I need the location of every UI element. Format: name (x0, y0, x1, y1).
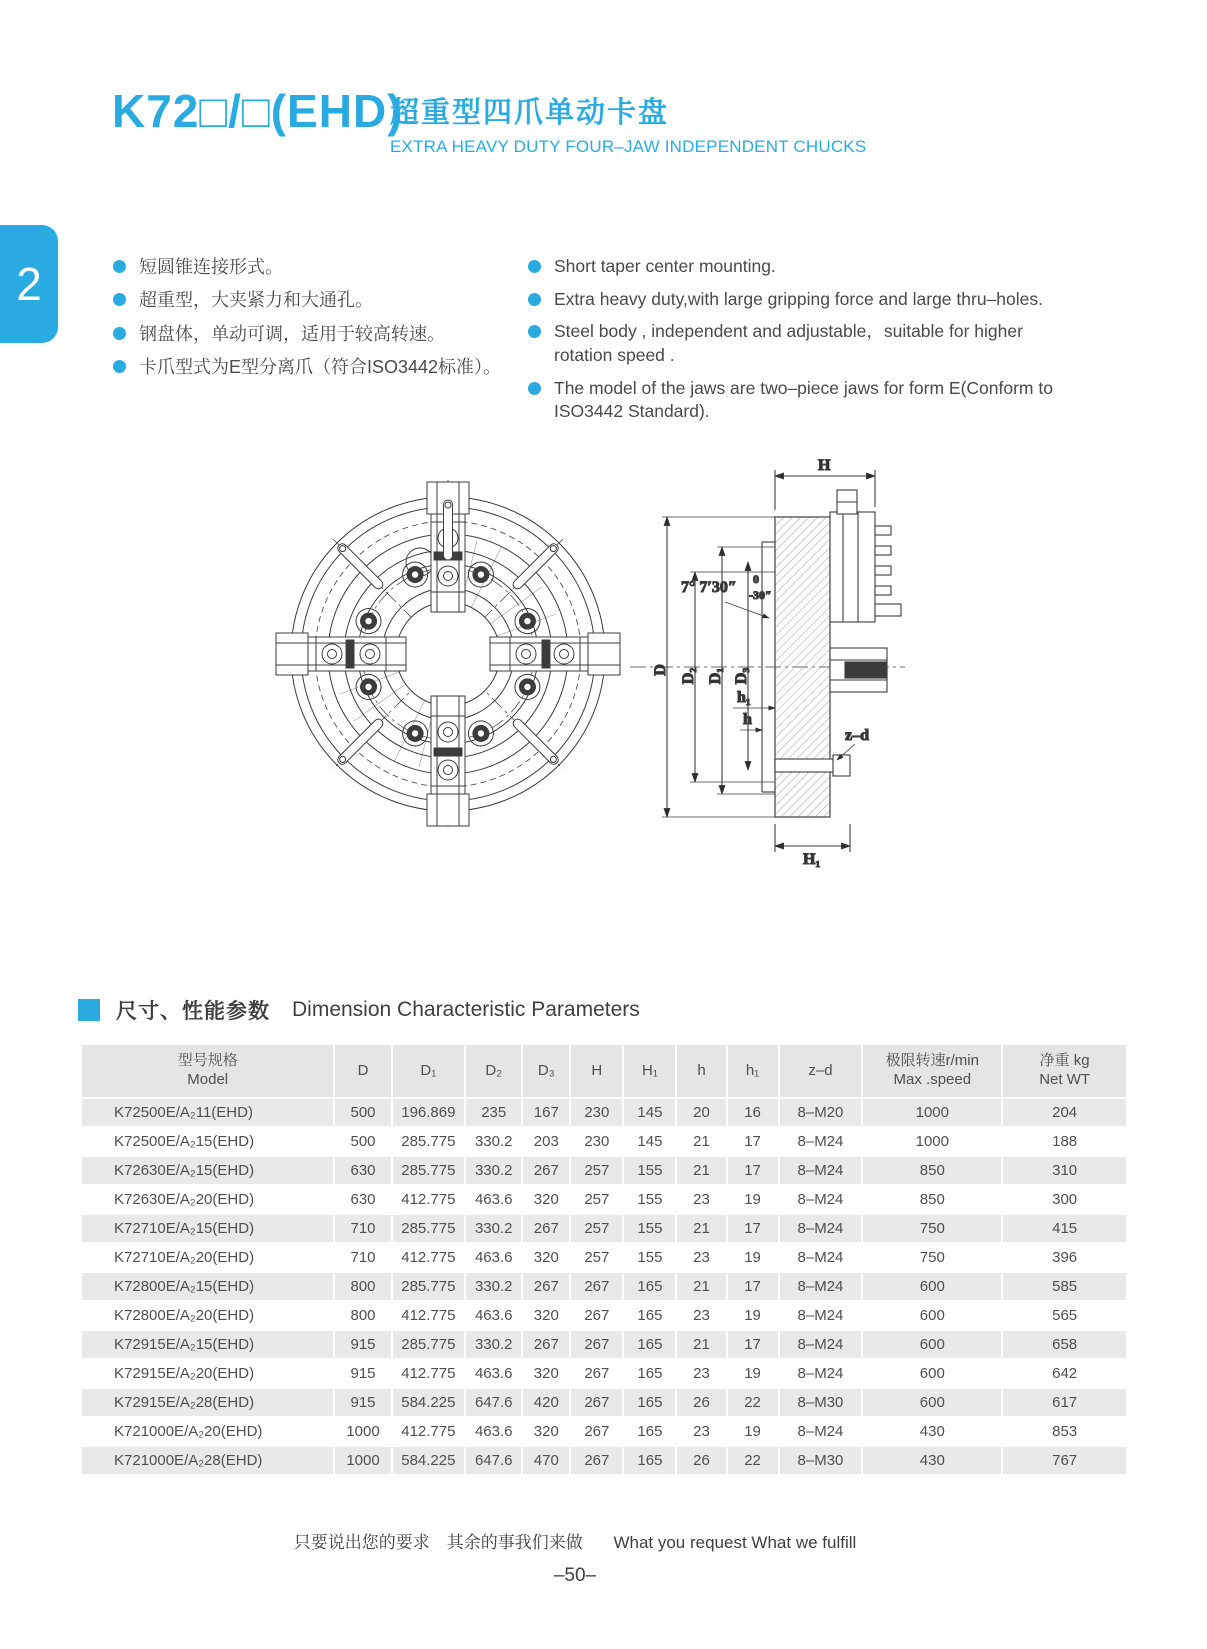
value-cell: 23 (693, 1249, 710, 1266)
value-cell: 267 (571, 1331, 622, 1358)
value-cell: 257 (571, 1157, 622, 1184)
value-cell: 8–M24 (797, 1133, 844, 1150)
footer-slogan-chinese: 只要说出您的要求 其余的事我们来做 (293, 1533, 583, 1552)
technical-drawing (85, 452, 945, 887)
value-cell: 584.225 (393, 1389, 465, 1416)
section-heading (78, 995, 640, 1025)
value-cell: 330.2 (466, 1157, 521, 1184)
value-cell: 320 (533, 1191, 559, 1208)
table-row (82, 1128, 1126, 1155)
table-row (82, 1215, 1126, 1242)
value-cell: 1000 (915, 1133, 949, 1150)
angle-tolerance-upper: 0 (753, 572, 759, 586)
value-cell: 8–M24 (780, 1215, 862, 1242)
value-cell: 17 (728, 1215, 778, 1242)
table-row (82, 1186, 1126, 1213)
value-cell: 267 (571, 1447, 622, 1474)
value-cell: 22 (728, 1389, 778, 1416)
value-cell: 420 (523, 1389, 569, 1416)
value-cell: 165 (624, 1389, 675, 1416)
value-cell: 285.775 (393, 1157, 465, 1184)
table-row (82, 1273, 1126, 1300)
column-header-model: 型号规格 Model (82, 1045, 333, 1097)
value-cell: 565 (1052, 1307, 1078, 1324)
value-cell: 617 (1003, 1389, 1126, 1416)
value-cell: 1000 (346, 1423, 380, 1440)
value-cell: 204 (1003, 1099, 1126, 1126)
value-cell: 23 (693, 1191, 710, 1208)
value-cell: 300 (1052, 1191, 1078, 1208)
value-cell: 915 (335, 1331, 390, 1358)
value-cell: 165 (624, 1331, 675, 1358)
value-cell: 17 (728, 1157, 778, 1184)
value-cell: 23 (693, 1307, 710, 1324)
value-cell: 155 (637, 1249, 663, 1266)
column-header-net-weight: 净重 kg Net WT (1003, 1045, 1126, 1097)
value-cell: 17 (744, 1133, 761, 1150)
value-cell: 630 (350, 1191, 376, 1208)
dim-label-D3: D₃ (733, 667, 750, 685)
value-cell: 750 (919, 1249, 945, 1266)
value-cell: 167 (523, 1099, 569, 1126)
value-cell: 196.869 (393, 1099, 465, 1126)
value-cell: 267 (523, 1331, 569, 1358)
value-cell: 285.775 (393, 1273, 465, 1300)
angle-label: 7° 7′30″ (681, 579, 737, 596)
value-cell: 750 (863, 1215, 1001, 1242)
model-cell: K72710E/A₂20(EHD) (114, 1249, 255, 1266)
value-cell: 267 (584, 1423, 610, 1440)
column-header-h: h (677, 1045, 725, 1097)
model-cell: K72710E/A₂15(EHD) (82, 1215, 333, 1242)
value-cell: 463.6 (474, 1191, 513, 1208)
value-cell: 915 (335, 1389, 390, 1416)
value-cell: 21 (677, 1331, 725, 1358)
value-cell: 8–M24 (797, 1423, 844, 1440)
value-cell: 647.6 (466, 1389, 521, 1416)
value-cell: 463.6 (474, 1423, 513, 1440)
value-cell: 767 (1003, 1447, 1126, 1474)
value-cell: 642 (1052, 1365, 1078, 1382)
value-cell: 20 (677, 1099, 725, 1126)
model-cell: K72800E/A₂20(EHD) (114, 1307, 255, 1324)
table-row (82, 1302, 1126, 1329)
value-cell: 267 (523, 1157, 569, 1184)
value-cell: 285.775 (393, 1215, 465, 1242)
table-row (82, 1389, 1126, 1416)
dim-label-D2: D₂ (680, 667, 697, 685)
value-cell: 710 (350, 1249, 376, 1266)
value-cell: 165 (637, 1423, 663, 1440)
chapter-tab (0, 225, 58, 343)
value-cell: 165 (637, 1307, 663, 1324)
value-cell: 8–M24 (797, 1365, 844, 1382)
value-cell: 463.6 (474, 1307, 513, 1324)
value-cell: 915 (350, 1365, 376, 1382)
value-cell: 850 (863, 1157, 1001, 1184)
value-cell: 19 (744, 1249, 761, 1266)
section-heading-chinese: 尺寸、性能参数 (116, 1000, 270, 1023)
value-cell: 310 (1003, 1157, 1126, 1184)
value-cell: 155 (624, 1215, 675, 1242)
model-cell: K721000E/A₂28(EHD) (82, 1447, 333, 1474)
model-cell: K72630E/A₂15(EHD) (82, 1157, 333, 1184)
model-cell: K72915E/A₂20(EHD) (114, 1365, 255, 1382)
value-cell: 853 (1052, 1423, 1078, 1440)
value-cell: 267 (523, 1215, 569, 1242)
value-cell: 267 (584, 1307, 610, 1324)
value-cell: 19 (744, 1307, 761, 1324)
value-cell: 412.775 (401, 1307, 456, 1324)
value-cell: 330.2 (474, 1133, 513, 1150)
feature-list-chinese (113, 255, 523, 388)
model-cell: K72630E/A₂20(EHD) (114, 1191, 255, 1208)
dim-label-H: H (818, 457, 831, 474)
dim-label-D1: D₁ (707, 667, 724, 685)
value-cell: 16 (728, 1099, 778, 1126)
value-cell: 19 (744, 1191, 761, 1208)
value-cell: 320 (533, 1365, 559, 1382)
value-cell: 8–M24 (780, 1157, 862, 1184)
value-cell: 23 (693, 1365, 710, 1382)
value-cell: 647.6 (466, 1447, 521, 1474)
table-row (82, 1099, 1126, 1126)
page-title-english: EXTRA HEAVY DUTY FOUR–JAW INDEPENDENT CHUCKS (390, 137, 867, 156)
value-cell: 267 (523, 1273, 569, 1300)
value-cell: 320 (533, 1307, 559, 1324)
value-cell: 257 (584, 1249, 610, 1266)
value-cell: 330.2 (466, 1215, 521, 1242)
value-cell: 584.225 (393, 1447, 465, 1474)
value-cell: 320 (533, 1423, 559, 1440)
value-cell: 412.775 (401, 1365, 456, 1382)
table-row (82, 1360, 1126, 1387)
front-view (276, 480, 620, 830)
value-cell: 26 (677, 1389, 725, 1416)
value-cell: 285.775 (401, 1133, 456, 1150)
page-title-chinese: 超重型四爪单动卡盘 (390, 97, 670, 129)
value-cell: 710 (335, 1215, 390, 1242)
value-cell: 630 (335, 1157, 390, 1184)
value-cell: 8–M30 (780, 1389, 862, 1416)
value-cell: 267 (584, 1365, 610, 1382)
value-cell: 412.775 (401, 1423, 456, 1440)
value-cell: 8–M20 (780, 1099, 862, 1126)
value-cell: 600 (919, 1307, 945, 1324)
value-cell: 17 (728, 1331, 778, 1358)
dimension-table (80, 1043, 1128, 1476)
angle-tolerance-lower: -30″ (749, 588, 772, 602)
value-cell: 155 (637, 1191, 663, 1208)
value-cell: 21 (677, 1215, 725, 1242)
column-header-H: H (571, 1045, 622, 1097)
value-cell: 23 (693, 1423, 710, 1440)
value-cell: 230 (584, 1133, 610, 1150)
table-row (82, 1447, 1126, 1474)
dim-label-h1: h₁ (737, 689, 751, 706)
column-header-D2: D₂ (466, 1045, 521, 1097)
model-cell: K72500E/A₂15(EHD) (114, 1133, 255, 1150)
value-cell: 155 (624, 1157, 675, 1184)
value-cell: 600 (863, 1389, 1001, 1416)
value-cell: 658 (1003, 1331, 1126, 1358)
section-view (630, 457, 905, 868)
value-cell: 430 (919, 1423, 945, 1440)
section-heading-square (78, 999, 100, 1021)
page-title-group (390, 90, 866, 157)
value-cell: 330.2 (466, 1331, 521, 1358)
value-cell: 463.6 (474, 1249, 513, 1266)
value-cell: 430 (863, 1447, 1001, 1474)
value-cell: 585 (1003, 1273, 1126, 1300)
value-cell: 1000 (335, 1447, 390, 1474)
value-cell: 26 (677, 1447, 725, 1474)
footer-slogan (0, 1528, 1150, 1553)
value-cell: 8–M24 (780, 1273, 862, 1300)
column-header-zd: z–d (780, 1045, 862, 1097)
model-cell: K72800E/A₂15(EHD) (82, 1273, 333, 1300)
value-cell: 165 (624, 1273, 675, 1300)
page-title-model-code: K72□/□(EHD) (112, 85, 404, 137)
chuck-drawing-svg (85, 452, 945, 887)
value-cell: 320 (533, 1249, 559, 1266)
value-cell: 600 (863, 1331, 1001, 1358)
value-cell: 285.775 (393, 1331, 465, 1358)
chapter-tab-number: 2 (16, 258, 42, 310)
value-cell: 165 (624, 1447, 675, 1474)
column-header-D: D (335, 1045, 390, 1097)
feature-item: 超重型，大夹紧力和大通孔。 (113, 288, 523, 312)
dim-label-D: D (652, 664, 669, 676)
value-cell: 8–M30 (780, 1447, 862, 1474)
table-row (82, 1244, 1126, 1271)
column-header-max-speed: 极限转速r/min Max .speed (863, 1045, 1001, 1097)
dim-label-H1: H₁ (803, 851, 821, 868)
footer-slogan-english: What you request What we fulfill (613, 1533, 857, 1552)
value-cell: 500 (335, 1099, 390, 1126)
page-number: –50– (553, 1565, 597, 1586)
value-cell: 21 (677, 1273, 725, 1300)
feature-item: 短圆锥连接形式。 (113, 255, 523, 279)
value-cell: 8–M24 (797, 1191, 844, 1208)
value-cell: 145 (624, 1099, 675, 1126)
model-cell: K72500E/A₂11(EHD) (82, 1099, 333, 1126)
feature-item: The model of the jaws are two–piece jaws for form E(Conform to ISO3442 Standard). (528, 377, 1068, 424)
table-row (82, 1331, 1126, 1358)
dim-label-h: h (743, 711, 752, 728)
column-header-h1: h₁ (728, 1045, 778, 1097)
value-cell: 267 (571, 1389, 622, 1416)
value-cell: 257 (571, 1215, 622, 1242)
feature-item: Steel body , independent and adjustable，suitable for higher rotation speed . (528, 320, 1068, 367)
model-cell: K72915E/A₂15(EHD) (82, 1331, 333, 1358)
value-cell: 21 (693, 1133, 710, 1150)
value-cell: 800 (335, 1273, 390, 1300)
value-cell: 850 (919, 1191, 945, 1208)
feature-item: Short taper center mounting. (528, 255, 1068, 279)
value-cell: 257 (584, 1191, 610, 1208)
value-cell: 8–M24 (780, 1331, 862, 1358)
value-cell: 188 (1052, 1133, 1078, 1150)
column-header-H1: H₁ (624, 1045, 675, 1097)
table-row (82, 1418, 1126, 1445)
value-cell: 267 (571, 1273, 622, 1300)
value-cell: 22 (728, 1447, 778, 1474)
value-cell: 8–M24 (797, 1307, 844, 1324)
value-cell: 230 (571, 1099, 622, 1126)
feature-item: Extra heavy duty,with large gripping force and large thru–holes. (528, 288, 1068, 312)
value-cell: 600 (863, 1273, 1001, 1300)
section-heading-english: Dimension Characteristic Parameters (292, 998, 640, 1021)
value-cell: 1000 (863, 1099, 1001, 1126)
value-cell: 17 (728, 1273, 778, 1300)
value-cell: 500 (350, 1133, 376, 1150)
value-cell: 800 (350, 1307, 376, 1324)
value-cell: 19 (744, 1365, 761, 1382)
value-cell: 165 (637, 1365, 663, 1382)
table-row (82, 1157, 1126, 1184)
feature-item: 卡爪型式为E型分离爪（符合ISO3442标准）。 (113, 355, 523, 379)
value-cell: 412.775 (401, 1249, 456, 1266)
column-header-D3: D₃ (523, 1045, 569, 1097)
value-cell: 415 (1003, 1215, 1126, 1242)
value-cell: 600 (919, 1365, 945, 1382)
value-cell: 330.2 (466, 1273, 521, 1300)
feature-list-english (528, 255, 1068, 433)
feature-item: 钢盘体，单动可调，适用于较高转速。 (113, 322, 523, 346)
value-cell: 470 (523, 1447, 569, 1474)
value-cell: 235 (466, 1099, 521, 1126)
table-header-row (82, 1045, 1126, 1097)
column-header-D1: D₁ (393, 1045, 465, 1097)
value-cell: 21 (677, 1157, 725, 1184)
value-cell: 463.6 (474, 1365, 513, 1382)
value-cell: 203 (533, 1133, 559, 1150)
value-cell: 19 (744, 1423, 761, 1440)
value-cell: 145 (637, 1133, 663, 1150)
dim-label-zd: z–d (845, 727, 869, 744)
value-cell: 412.775 (401, 1191, 456, 1208)
model-cell: K72915E/A₂28(EHD) (82, 1389, 333, 1416)
value-cell: 8–M24 (797, 1249, 844, 1266)
value-cell: 396 (1052, 1249, 1078, 1266)
model-cell: K721000E/A₂20(EHD) (114, 1423, 263, 1440)
